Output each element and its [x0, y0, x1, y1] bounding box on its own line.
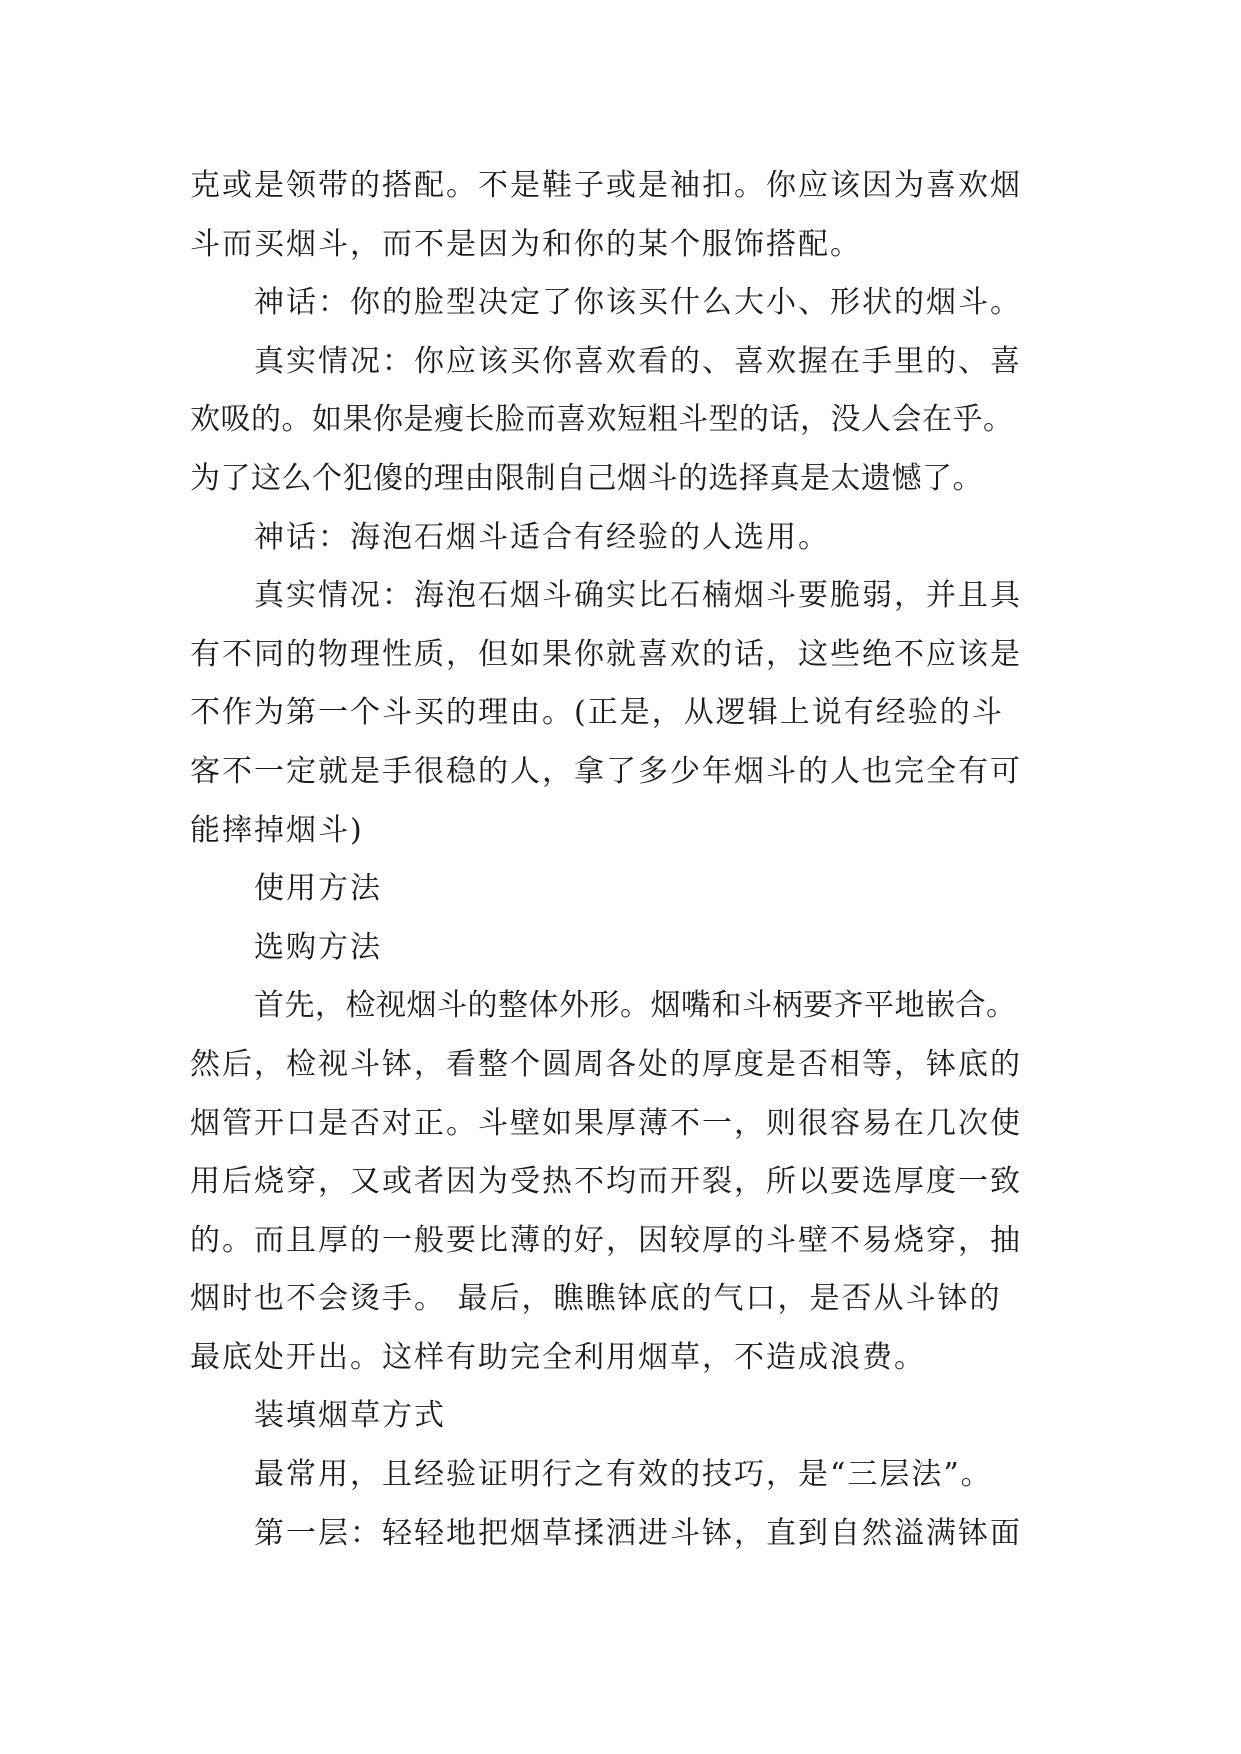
text-line: 第一层：轻轻地把烟草揉洒进斗钵，直到自然溢满钵面 — [254, 1515, 1022, 1551]
text-line: 最底处开出。这样有助完全利用烟草，不造成浪费。 — [190, 1339, 926, 1375]
text-line: 欢吸的。如果你是瘦长脸而喜欢短粗斗型的话，没人会在乎。 — [190, 402, 1014, 438]
text-line: 神话：你的脸型决定了你该买什么大小、形状的烟斗。 — [254, 285, 1022, 321]
text-line: 烟时也不会烫手。 最后，瞧瞧钵底的气口，是否从斗钵的 — [190, 1281, 1002, 1317]
section-heading: 装填烟草方式 — [254, 1398, 446, 1434]
text-line: 然后，检视斗钵，看整个圆周各处的厚度是否相等，钵底的 — [190, 1046, 1022, 1082]
text-line: 客不一定就是手很稳的人，拿了多少年烟斗的人也完全有可 — [190, 753, 1022, 789]
section-heading: 选购方法 — [254, 929, 382, 965]
text-line: 的。而且厚的一般要比薄的好，因较厚的斗壁不易烧穿，抽 — [190, 1222, 1022, 1258]
text-line: 能摔掉烟斗) — [190, 812, 364, 848]
text-line: 烟管开口是否对正。斗壁如果厚薄不一，则很容易在几次使 — [190, 1105, 1022, 1141]
text-line: 斗而买烟斗，而不是因为和你的某个服饰搭配。 — [190, 226, 862, 262]
text-line: 不作为第一个斗买的理由。(正是，从逻辑上说有经验的斗 — [190, 695, 1004, 731]
text-line: 真实情况：你应该买你喜欢看的、喜欢握在手里的、喜 — [254, 343, 1022, 379]
text-line: 神话：海泡石烟斗适合有经验的人选用。 — [254, 519, 830, 555]
document-body — [190, 157, 1060, 1563]
text-line: 克或是领带的搭配。不是鞋子或是袖扣。你应该因为喜欢烟 — [190, 168, 1022, 203]
text-line: 为了这么个犯傻的理由限制自己烟斗的选择真是太遗憾了。 — [190, 460, 983, 496]
section-heading: 使用方法 — [254, 871, 382, 907]
text-line: 首先，检视烟斗的整体外形。烟嘴和斗柄要齐平地嵌合。 — [254, 988, 1017, 1024]
text-line: 用后烧穿，又或者因为受热不均而开裂，所以要选厚度一致 — [190, 1164, 1022, 1200]
text-line: 真实情况：海泡石烟斗确实比石楠烟斗要脆弱，并且具 — [254, 578, 1022, 614]
text-line: 有不同的物理性质，但如果你就喜欢的话，这些绝不应该是 — [190, 636, 1022, 672]
text-line: 最常用，且经验证明行之有效的技巧，是“三层法”。 — [254, 1457, 993, 1493]
